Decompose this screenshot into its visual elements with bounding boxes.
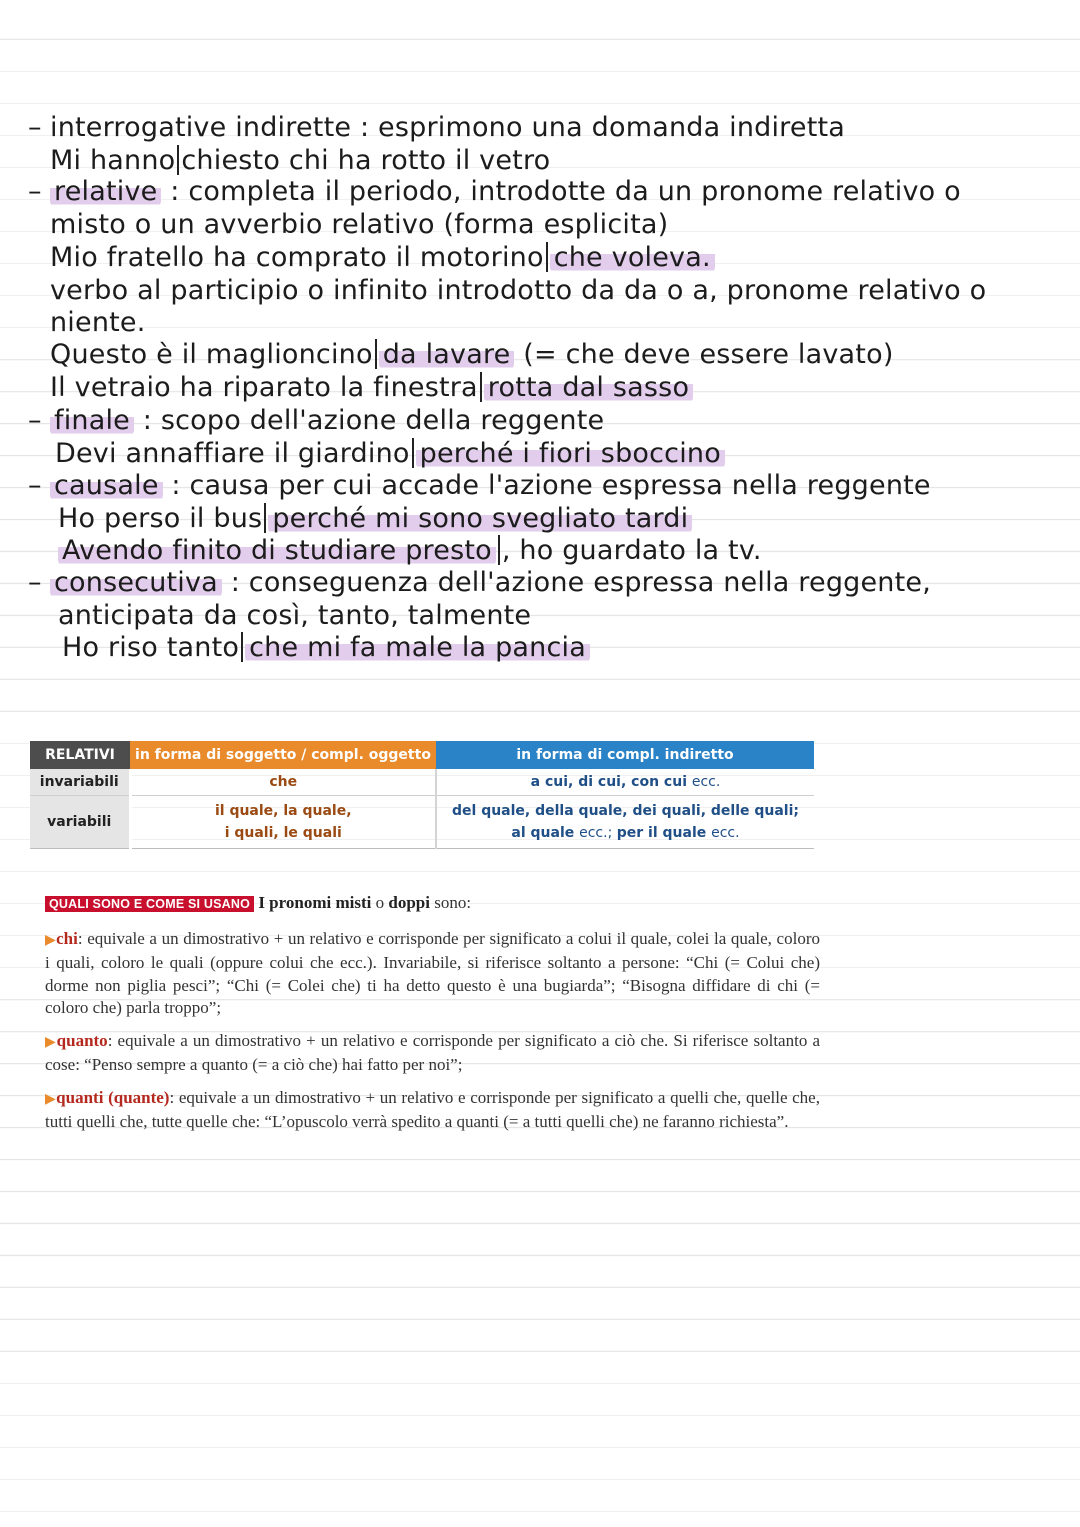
note-text: anticipata da così, tanto, talmente <box>58 600 532 631</box>
item-keyword: quanti (quante) <box>56 1087 170 1107</box>
clause-divider <box>546 242 548 272</box>
note-line-interrogative <box>28 112 845 143</box>
note-text: misto o un avverbio relativo (forma esplicita) <box>50 209 669 240</box>
example-main: Ho perso il bus <box>58 503 263 534</box>
table-row <box>30 769 814 796</box>
example-main: Questo è il maglioncino <box>50 339 373 370</box>
row-label: variabili <box>30 796 130 849</box>
example-main: , ho guardato la tv. <box>501 535 762 566</box>
clause-divider <box>177 145 179 175</box>
bullet-dash: – <box>28 567 42 598</box>
excerpt-intro <box>45 892 820 916</box>
note-continuation <box>50 275 986 306</box>
note-example <box>58 503 692 534</box>
item-keyword: chi <box>56 928 78 948</box>
table-cell <box>436 796 814 849</box>
example-main: Mio fratello ha comprato il motorino <box>50 242 544 273</box>
note-term: consecutiva <box>50 567 222 598</box>
example-clause: che mi fa male la pancia <box>245 632 590 663</box>
note-definition: : esprimono una domanda indiretta <box>351 112 846 143</box>
example-main: Il vetraio ha riparato la finestra <box>50 372 478 403</box>
item-text: : equivale a un dimostrativo + un relativo e corrisponde per significato a colui il quale, colei la quale, coloro i quali, coloro le quali (oppure colui che ecc.). Invariabile, si riferisce soltanto a persone: “Chi (= Colui che) dorme non piglia pesci”; “Chi (= Colei che) ti ha detto questo è una bugiarda”; “Bisogna diffidare di chi (= coloro che) parla troppo”; <box>45 928 820 1017</box>
cell-text: ecc. <box>711 825 740 841</box>
note-term: finale <box>50 405 134 436</box>
example-main: Devi annaffiare il giardino <box>55 438 410 469</box>
intro-text: doppi <box>388 893 430 912</box>
table-header: RELATIVI <box>30 741 130 769</box>
list-item <box>45 1087 820 1134</box>
note-continuation <box>50 209 668 240</box>
clause-divider <box>264 503 266 533</box>
clause-divider <box>498 535 500 565</box>
note-example <box>62 632 590 663</box>
cell-text: per il quale <box>616 825 707 841</box>
note-continuation <box>58 600 531 631</box>
example-clause: chiesto chi ha rotto il vetro <box>181 145 551 176</box>
note-text: verbo al participio o infinito introdotto da da o a, pronome relativo o <box>50 275 987 306</box>
clause-divider <box>480 372 482 402</box>
intro-text: sono: <box>429 893 472 912</box>
note-term: interrogative indirette <box>50 112 352 143</box>
example-clause: Avendo finito di studiare presto <box>58 535 496 566</box>
bullet-dash: – <box>28 176 42 207</box>
row-label: invariabili <box>30 769 130 796</box>
note-example <box>50 145 550 176</box>
note-definition: : causa per cui accade l'azione espressa nella reggente <box>162 470 931 501</box>
note-definition: : completa il periodo, introdotte da un pronome relativo o <box>161 176 961 207</box>
table-header: in forma di compl. indiretto <box>436 741 814 769</box>
clause-divider <box>375 339 377 369</box>
cell-text: al quale <box>511 825 575 841</box>
cell-text: a cui, di cui, con cui <box>530 774 687 790</box>
note-example <box>58 535 762 566</box>
cell-text: ecc. <box>691 774 721 790</box>
cell-text: del quale, della quale, dei quali, delle quali; <box>452 803 799 819</box>
example-main: Mi hanno <box>50 145 176 176</box>
item-keyword: quanto <box>56 1030 108 1050</box>
cell-text: ecc.; <box>579 825 617 841</box>
note-line-finale <box>28 405 604 436</box>
cell-text: i quali, le quali <box>224 825 342 841</box>
bullet-dash: – <box>28 405 42 436</box>
example-clause: che voleva. <box>550 242 715 273</box>
textbook-excerpt <box>45 892 820 1134</box>
example-clause: perché mi sono svegliato tardi <box>268 503 692 534</box>
intro-text: I pronomi misti <box>258 893 372 912</box>
table-cell <box>130 796 436 849</box>
arrow-icon: ▶ <box>45 1034 57 1050</box>
item-text: : equivale a un dimostrativo + un relativo e corrisponde per significato a ciò che. Si riferisce soltanto a cose: “Penso sempre a quanto (= a ciò che) hai fatto per noi”; <box>45 1030 820 1074</box>
arrow-icon: ▶ <box>45 932 57 948</box>
example-gloss: (= che deve essere lavato) <box>514 339 894 370</box>
note-example <box>50 242 715 273</box>
note-text: niente. <box>50 307 146 338</box>
table-row <box>30 796 814 849</box>
item-text: : equivale a un dimostrativo + un relativo e corrisponde per significato a quelli che, quelle che, tutti quelli che, tutte quelle che: “L’opuscolo verrà spedito a quanti (= a tutti quelli che) ne faranno richiesta”. <box>45 1087 820 1131</box>
table-cell <box>436 769 814 796</box>
note-term: relative <box>50 176 161 207</box>
note-example <box>50 372 693 403</box>
relative-pronouns-table <box>30 741 814 849</box>
note-line-consecutiva <box>28 567 931 598</box>
example-clause: da lavare <box>379 339 515 370</box>
intro-text: o <box>371 893 389 912</box>
arrow-icon: ▶ <box>45 1091 57 1107</box>
cell-text: il quale, la quale, <box>214 803 352 819</box>
note-example <box>50 339 894 370</box>
section-tag: QUALI SONO E COME SI USANO <box>45 896 254 912</box>
list-item <box>45 928 820 1020</box>
note-continuation <box>50 307 146 338</box>
table-header: in forma di soggetto / compl. oggetto <box>130 741 436 769</box>
bullet-dash: – <box>28 470 42 501</box>
note-line-causale <box>28 470 931 501</box>
example-main: Ho riso tanto <box>62 632 240 663</box>
note-example <box>55 438 725 469</box>
bullet-dash: – <box>28 112 42 143</box>
note-term: causale <box>50 470 163 501</box>
clause-divider <box>241 632 243 662</box>
list-item <box>45 1030 820 1077</box>
example-clause: rotta dal sasso <box>484 372 693 403</box>
note-definition: : scopo dell'azione della reggente <box>133 405 605 436</box>
example-clause: perché i fiori sboccino <box>416 438 725 469</box>
note-line-relative <box>28 176 961 207</box>
note-definition: : conseguenza dell'azione espressa nella reggente, <box>221 567 931 598</box>
clause-divider <box>412 438 414 468</box>
table-cell: che <box>130 769 436 796</box>
